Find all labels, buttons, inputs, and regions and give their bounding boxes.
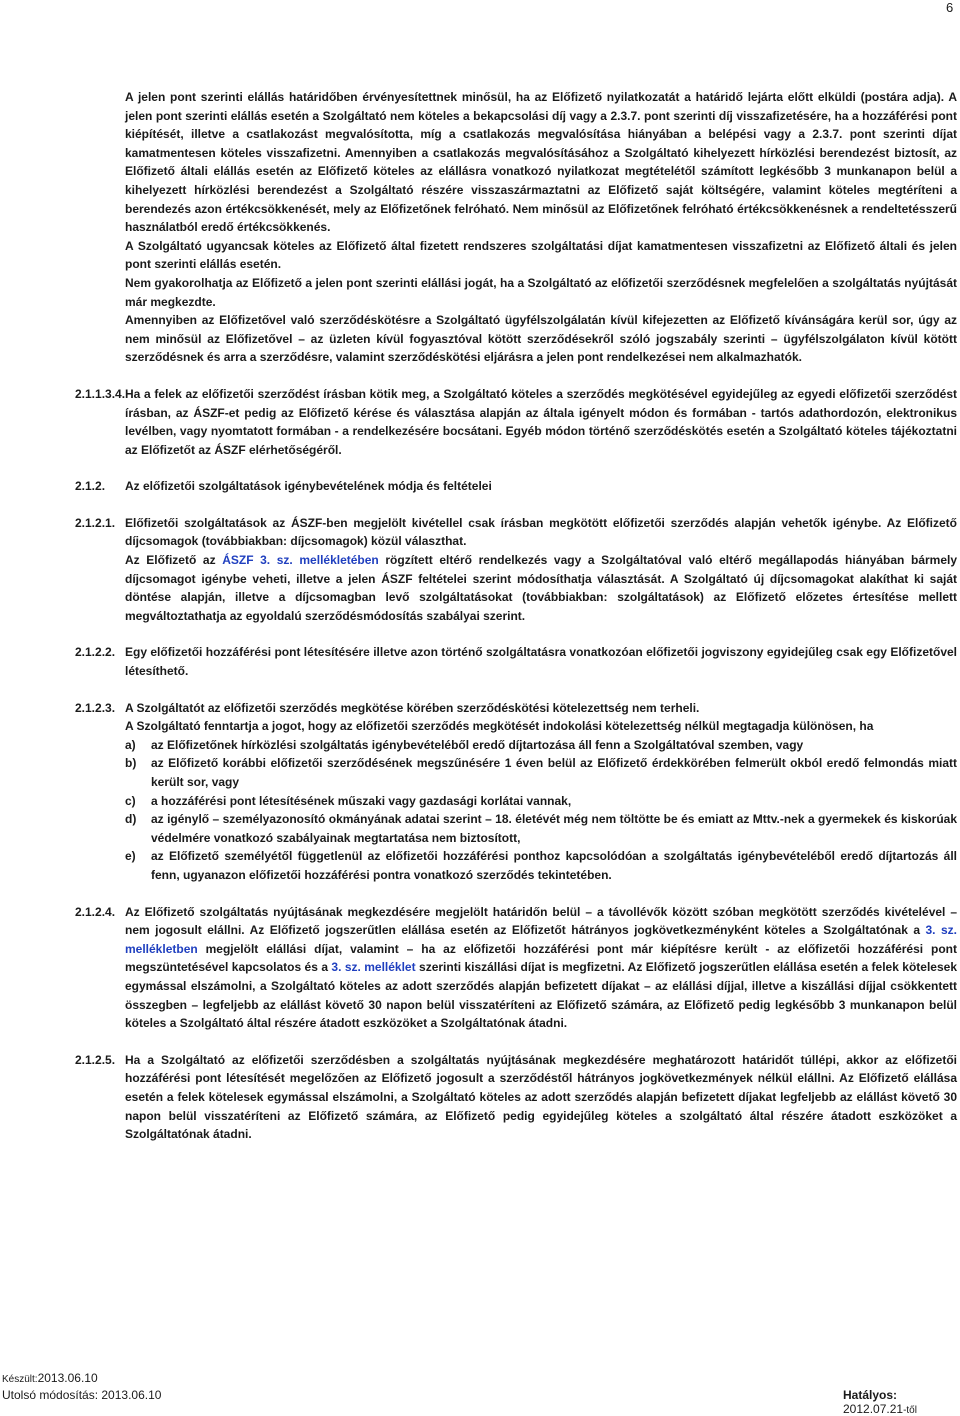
footer-modified: Utolsó módosítás: 2013.06.10 [2, 1388, 162, 1402]
section-2-1-1-3-4 [75, 385, 957, 459]
section-number: 2.1.2.1. [75, 515, 116, 530]
section-2-1-2-3 [75, 699, 957, 736]
section-text-2: A Szolgáltató fenntartja a jogot, hogy az előfizetői szerződés megkötését indokolási kötelezettség nélkül megtagadja különösen, ha [125, 719, 874, 734]
annex-link[interactable]: 3. sz. mellékletben [125, 923, 957, 956]
section-2-1-2-5 [75, 1051, 957, 1144]
section-text: Ha a Szolgáltató az előfizetői szerződésben a szolgáltatás nyújtásának megkezdésére meghatározott határidőt túllépi, akkor az előfizetői hozzáférési pont létesítését megelőzően az Előfizető jogosult a szerződéstől hátrányos jogkövetkezmények nélkül elállni. Az Előfizető elállása esetén a felek kötelesek egymással elszámolni, a Szolgáltató köteles az adott szerződés alapján befizetett díjakat legfeljebb az elállást követő 30 napon belül visszatéríteni az Előfizető számára, az Előfizető pedig egyidejűleg köteles a szolgáltató által részére átadott eszközöket a Szolgáltatónak átadni. [125, 1052, 957, 1142]
section-number: 2.1.2.3. [75, 700, 116, 715]
section-number: 2.1.2. [75, 479, 106, 494]
section-number: 2.1.2.5. [75, 1052, 116, 1067]
section-text-2: Az Előfizető az ÁSZF 3. sz. mellékletében rögzített eltérő rendelkezés vagy a Szolgáltatóval való eltérő megállapodás hiányában bármely díjcsomagot igénybe veheti, illetve a jelen ÁSZF feltételei szerint módosíthatja választását. A Szolgáltató új díjcsomagokat alakíthat ki saját döntése alapján, illetve a díjcsomagban levő szolgáltatásokat (továbbiakban: szolgáltatások) az Előfizető előzetes értesítése mellett megváltoztathatja az egyoldalú szerződésmódosítás szabályai szerint. [125, 553, 958, 623]
annex-link[interactable]: ÁSZF 3. sz. [222, 553, 293, 568]
section-2-1-2-4 [75, 903, 957, 1033]
section-number: 2.1.2.2. [75, 645, 116, 660]
document-body [75, 88, 957, 1144]
footer-effective: Hatályos: 2012.07.21-től [843, 1388, 917, 1416]
intro-paragraph-1: A jelen pont szerinti elállás határidőben érvényesítettnek minősül, ha az Előfizető nyilatkozatát a határidő lejárta előtt elküldi (postára adja). A jelen pont szerinti elállás esetén a Szolgáltató nem köteles a bekapcsolási díj vagy a 2.3.7. pont szerinti díj visszafizetésére, ha a hozzáférési pont kiépítését, illetve a csatlakozást megvalósította, míg a csatlakozás megvalósítása hiányában a belépési vagy a 2.3.7. pont szerinti díjat kamatmentesen köteles visszafizetni. Amennyiben a csatlakozás megvalósításához a Szolgáltató kihelyezett hírközlési berendezést biztosít, az Előfizető általi elállás esetén az Előfizető köteles az elállásra vonatkozó nyilatkozat megtételétől számított legkésőbb 3 munkanapon belül a kihelyezett hírközlési berendezést a Szolgáltató részére visszaszármaztatni az Előfizető saját költségére, valamint köteles megtéríteni a berendezés azon értékcsökkenését, mely az Előfizetőnek felróható. Nem minősül az Előfizetőnek felróható értékcsökkenésnek a rendeltetésszerű használatból eredő értékcsökkenés. [125, 90, 957, 235]
section-text: Előfizetői szolgáltatások az ÁSZF-ben megjelölt kivétellel csak írásban megkötött előfizetői szerződés alapján vehetők igénybe. Az Előfizető díjcsomagok (továbbiakban: díjcsomagok) közül választhat. [125, 515, 957, 549]
footer-created: Készült:2013.06.10 [2, 1371, 98, 1385]
list-item: b) az Előfizető korábbi előfizetői szerződésének megszűnésére 1 éven belül az Előfizető érdekkörében felmerült okból eredő felmondás miatt került sor, vagy [125, 756, 957, 789]
section-heading: Az előfizetői szolgáltatások igénybevételének módja és feltételei [125, 479, 492, 494]
annex-link[interactable]: 3. sz. melléklet [331, 960, 416, 975]
list-item: c) a hozzáférési pont létesítésének műszaki vagy gazdasági korlátai vannak, [125, 793, 572, 808]
list-item: a) az Előfizetőnek hírközlési szolgáltatás igénybevételéből eredő díjtartozása áll fenn a Szolgáltatóval szemben, vagy [125, 737, 804, 752]
refusal-list [75, 736, 957, 885]
page-number: 6 [946, 0, 954, 15]
section-2-1-2-2 [75, 643, 957, 680]
intro-paragraph-2: A Szolgáltató ugyancsak köteles az Előfizető által fizetett rendszeres szolgáltatási díjat kamatmentesen visszafizetni az Előfizető általi és jelen pont szerinti elállás esetén. [125, 238, 957, 272]
section-text: A Szolgáltatót az előfizetői szerződés megkötése körében szerződéskötési kötelezettség nem terheli. [125, 700, 700, 715]
list-item: d) az igénylő – személyazonosító okmányának adatai szerint – 18. életévét még nem töltötte be és emiatt az Mttv.-nek a gyermekek és kiskorúak védelmére vonatkozó szabályainak megtartatása nem biztosított, [125, 812, 957, 845]
section-text: Ha a felek az előfizetői szerződést írásban kötik meg, a Szolgáltató köteles a szerződés megkötésével egyidejűleg az egyedi előfizetői szerződést írásban, az ÁSZF-et pedig az Előfizető kérése és választása alapján az általa igényelt módon és formában - tartós adathordozón, elektronikus levélben, vagy nyomtatott formában - a rendelkezésére bocsátani. Egyéb módon történő szerződéskötés esetén a Szolgáltató köteles tájékoztatni az Előfizetőt az ÁSZF elérhetőségéről. [125, 386, 957, 457]
section-text: Egy előfizetői hozzáférési pont létesítésére illetve azon történő szolgáltatásra vonatkozóan előfizetői jogviszony egyidejűleg csak egy Előfizetővel létesíthető. [125, 645, 957, 679]
section-number: 2.1.1.3.4. [75, 386, 126, 401]
intro-paragraph-4: Amennyiben az Előfizetővel való szerződéskötésre a Szolgáltató ügyfélszolgálatán kívül kifejezetten az Előfizető kívánságára kerül sor, úgy az nem minősül az Előfizetővel – az üzleten kívül fogyasztóval kötött szerződésekről szóló jogszabály szerinti – ügyfélszolgálaton kívül kötött szerződésnek és arra a szerződésre, valamint szerződéskötési eljárásra a jelen pont rendelkezései nem alkalmazhatók. [125, 313, 957, 365]
intro-paragraph-3: Nem gyakorolhatja az Előfizető a jelen pont szerinti elállási jogát, ha a Szolgáltató az előfizetői szerződésnek megfelelően a szolgáltatás nyújtását már megkezdte. [125, 275, 957, 309]
list-item: e) az Előfizető személyétől függetlenül az előfizetői hozzáférési ponthoz kapcsolódóan a szolgáltatás igénybevételéből eredő díjtartozás áll fenn, ugyanazon előfizetői hozzáférési pontra vonatkozó szerződés tekintetében. [125, 849, 957, 882]
section-text: Az Előfizető szolgáltatás nyújtásának megkezdésére megjelölt határidőn belül – a távollévők között szóban megkötött szerződés kivételével – nem jogosult elállni. Az Előfizető jogszerűtlen elállása esetén az Előfizetőt hátrányos jogkövetkezményként köteles a Szolgáltatónak a 3. sz. mellékletben megjelölt elállási díjat, valamint – ha az előfizetői hozzáférési pont már kiépítésre került - az előfizetői hozzáférési pont megszüntetésével kapcsolatos és a 3. sz. melléklet szerinti kiszállási díjat is megfizetni. Az Előfizető jogszerűtlen elállása esetén a felek kötelesek egymással elszámolni, a Szolgáltató köteles az adott szerződés alapján befizetett díjakat – az elállási díjjal, illetve a kiszállási díjjal csökkentett összegben – legfeljebb az elállást követő 30 napon belül visszatéríteni az Előfizető számára, az Előfizető pedig legkésőbb 3 munkanapon belül köteles a Szolgáltató által részére átadott eszközöket a Szolgáltatónak átadni. [125, 904, 958, 1031]
annex-link[interactable]: mellékletében [299, 553, 379, 568]
section-number: 2.1.2.4. [75, 904, 116, 919]
section-2-1-2 [75, 477, 957, 496]
intro-section [75, 88, 957, 367]
section-2-1-2-1 [75, 514, 957, 626]
